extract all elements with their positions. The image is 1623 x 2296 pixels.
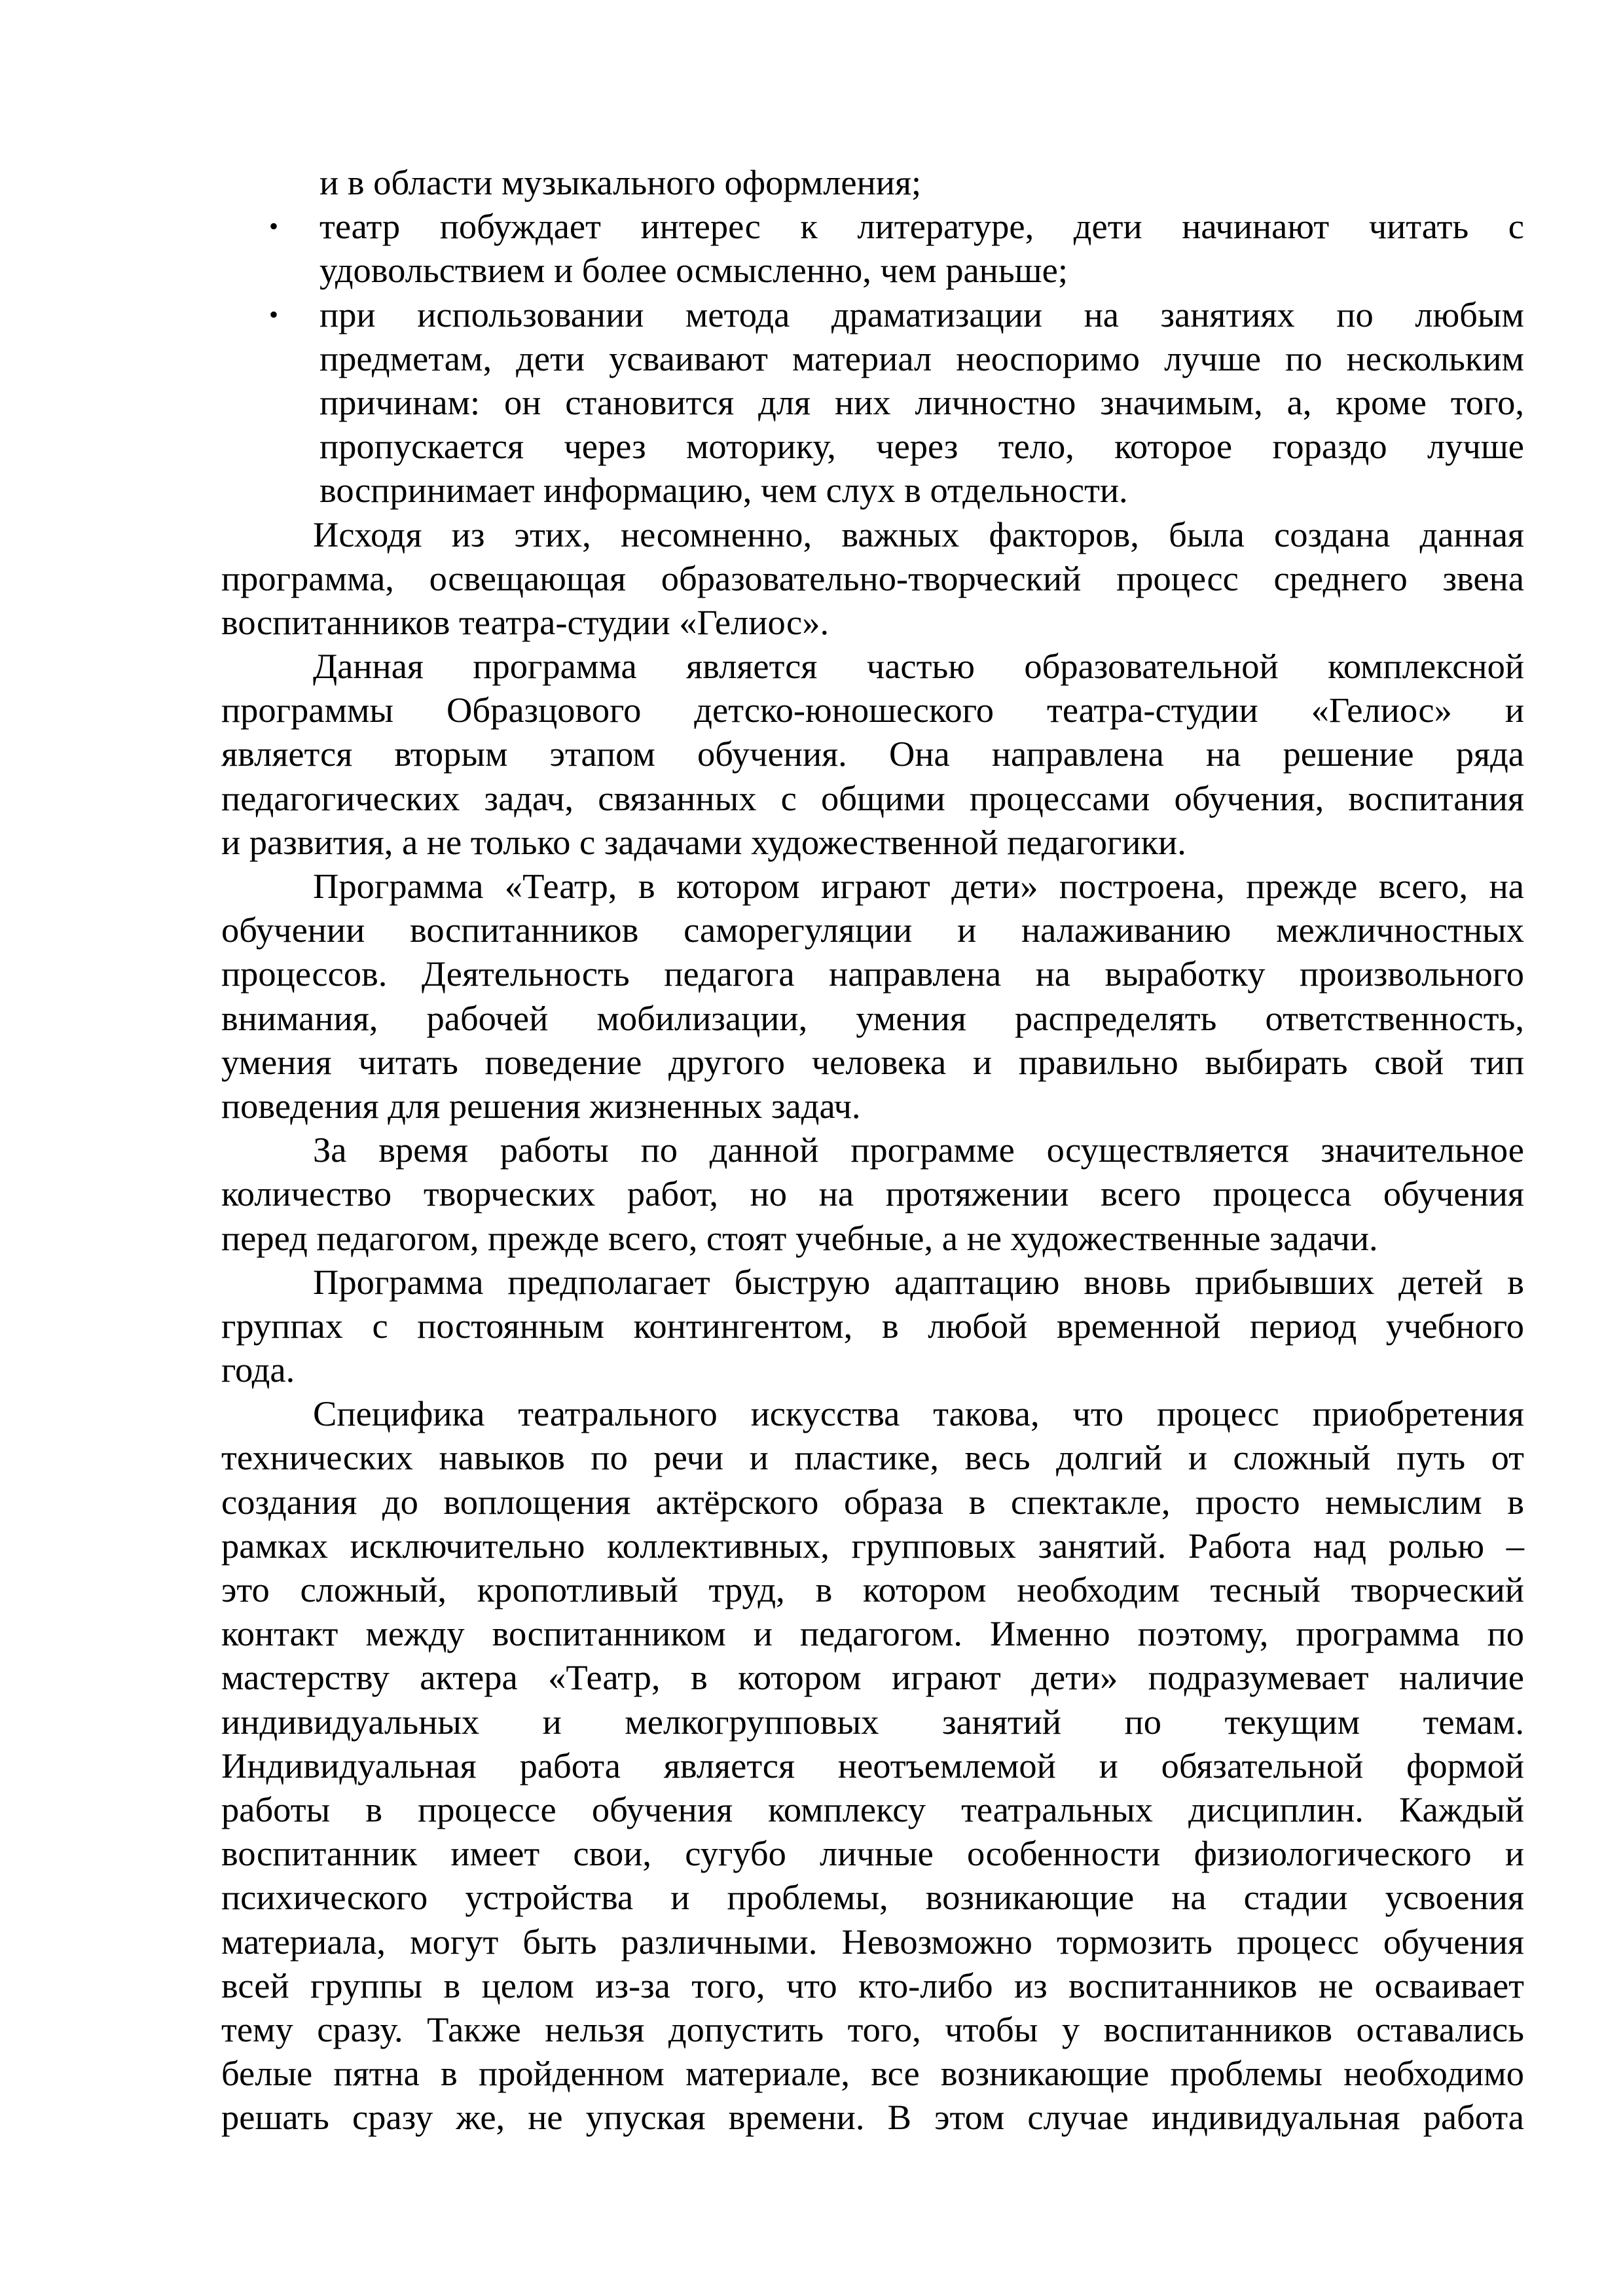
text-line: технических навыков по речи и пластике, весь долгий и сложный путь от [221,1437,1524,1478]
bullet-icon: • [269,299,279,329]
bullet-item-literature [221,204,1524,248]
text-line: пропускается через моторику, через тело, которое гораздо лучше [319,426,1524,467]
paragraph-first-line: Программа предполагает быструю адаптацию вновь прибывших детей в [313,1261,1524,1302]
text-line: воспитанников театра-студии «Гелиос». [221,601,830,642]
text-line: и развития, а не только с задачами художественной педагогики. [221,821,1186,862]
bullet-item-dramatization [221,293,1524,336]
text-line: создания до воплощения актёрского образа в спектакле, просто немыслим в [221,1481,1524,1522]
text-line: группах с постоянным контингентом, в любой временной период учебного [221,1305,1524,1346]
text-line: количество творческих работ, но на протяжении всего процесса обучения [221,1174,1524,1214]
paragraph-first-line: Данная программа является частью образовательной комплексной [313,646,1524,687]
text-line: причинам: он становится для них личностно значимым, а, кроме того, [319,382,1524,422]
text-line: года. [221,1350,295,1390]
text-line: воспринимает информацию, чем слух в отдельности. [319,470,1128,511]
text-line: контакт между воспитанником и педагогом. Именно поэтому, программа по [221,1613,1524,1654]
text-line: рамках исключительно коллективных, групповых занятий. Работа над ролью – [221,1525,1524,1566]
text-line: воспитанник имеет свои, сугубо личные особенности физиологического и [221,1833,1524,1874]
text-line: Индивидуальная работа является неотъемлемой и обязательной формой [221,1745,1524,1785]
text-line: программа, освещающая образовательно-творческий процесс среднего звена [221,558,1524,598]
text-line: и в области музыкального оформления; [319,162,922,202]
text-line: предметам, дети усваивают материал неоспоримо лучше по нескольким [319,338,1524,378]
text-line: поведения для решения жизненных задач. [221,1085,861,1126]
bullet-icon: • [269,211,279,242]
text-line: при использовании метода драматизации на занятиях по любым [319,294,1524,334]
text-line: это сложный, кропотливый труд, в котором необходим тесный творческий [221,1570,1524,1609]
document-body [221,160,1524,2139]
text-line: удовольствием и более осмысленно, чем раньше; [319,250,1068,291]
text-line: индивидуальных и мелкогрупповых занятий по текущим темам. [221,1701,1524,1742]
text-line: перед педагогом, прежде всего, стоят учебные, а не художественные задачи. [221,1217,1378,1258]
text-line: белые пятна в пройденном материале, все возникающие проблемы необходимо [221,2053,1524,2094]
text-line: педагогических задач, связанных с общими процессами обучения, воспитания [221,778,1524,818]
text-line: материала, могут быть различными. Невозможно тормозить процесс обучения [221,1921,1524,1962]
text-line: работы в процессе обучения комплексу театральных дисциплин. Каждый [221,1789,1524,1829]
paragraph-first-line: Исходя из этих, несомненно, важных факторов, была создана данная [313,514,1524,554]
text-line: психического устройства и проблемы, возникающие на стадии усвоения [221,1877,1524,1918]
paragraph-first-line: Специфика театрального искусства такова, что процесс приобретения [313,1393,1524,1434]
text-line: мастерству актера «Театр, в котором играют дети» подразумевает наличие [221,1657,1524,1698]
paragraph-first-line: Программа «Театр, в котором играют дети» построена, прежде всего, на [313,866,1524,906]
text-line: умения читать поведение другого человека и правильно выбирать свой тип [221,1041,1524,1082]
text-line: обучении воспитанников саморегуляции и налаживанию межличностных [221,910,1524,950]
text-line: тему сразу. Также нельзя допустить того, чтобы у воспитанников оставались [221,2009,1524,2049]
text-line: процессов. Деятельность педагога направлена на выработку произвольного [221,954,1524,994]
text-line: театр побуждает интерес к литературе, дети начинают читать с [319,206,1524,247]
text-line: решать сразу же, не упуская времени. В этом случае индивидуальная работа [221,2097,1524,2138]
text-line: внимания, рабочей мобилизации, умения распределять ответственность, [221,997,1524,1038]
text-line: всей группы в целом из-за того, что кто-либо из воспитанников не осваивает [221,1965,1524,2005]
text-line: программы Образцового детско-юношеского театра-студии «Гелиос» и [221,690,1524,730]
text-line: является вторым этапом обучения. Она направлена на решение ряда [221,734,1524,774]
paragraph-first-line: За время работы по данной программе осуществляется значительное [313,1130,1524,1170]
